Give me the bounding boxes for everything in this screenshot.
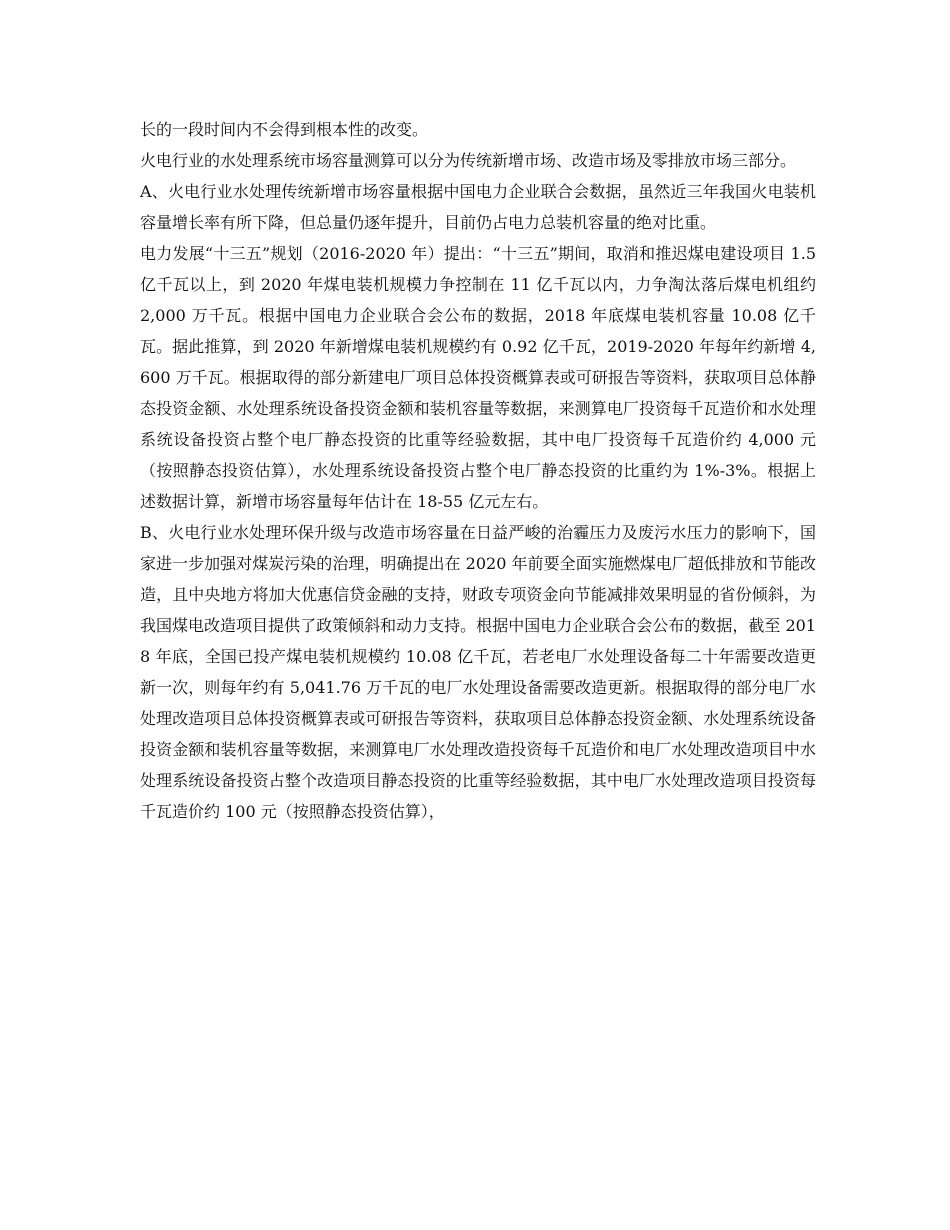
paragraph-market-overview: 火电行业的水处理系统市场容量测算可以分为传统新增市场、改造市场及零排放市场三部分。 [140,151,797,170]
paragraph-continuation: 长的一段时间内不会得到根本性的改变。 [140,120,429,139]
document-body [140,114,816,827]
paragraph-retrofit-market: B、火电行业水处理环保升级与改造市场容量在日益严峻的治霾压力及废污水压力的影响下，国家进一步加强对煤炭污染的治理，明确提出在 2020 年前要全面实施燃煤电厂超低排放和节能改造，且中央地方将加大优惠信贷金融的支持，财政专项资金向节能减排效果明显的省份倾斜，为我国煤电改造项目提供了政策倾斜和动力支持。根据中国电力企业联合会公布的数据，截至 2018 年底，全国已投产煤电装机规模约 10.08 亿千瓦，若老电厂水处理设备每二十年需要改造更新一次，则每年约有 5,041.76 万千瓦的电厂水处理设备需要改造更新。根据取得的部分电厂水处理改造项目总体投资概算表或可研报告等资料，获取项目总体静态投资金额、水处理系统设备投资金额和装机容量等数据，来测算电厂水处理改造投资每千瓦造价和电厂水处理改造项目中水处理系统设备投资占整个改造项目静态投资的比重等经验数据，其中电厂水处理改造项目投资每千瓦造价约 100 元（按照静态投资估算）， [140,523,816,821]
paragraph-new-market: A、火电行业水处理传统新增市场容量根据中国电力企业联合会数据，虽然近三年我国火电装机容量增长率有所下降，但总量仍逐年提升，目前仍占电力总装机容量的绝对比重。 [140,182,816,232]
paragraph-thirteenth-five-year-plan: 电力发展“十三五”规划（2016-2020 年）提出：“十三五”期间，取消和推迟煤电建设项目 1.5 亿千瓦以上，到 2020 年煤电装机规模力争控制在 11 亿千瓦以内，力争淘汰落后煤电机组约 2,000 万千瓦。根据中国电力企业联合会公布的数据，2018 年底煤电装机容量 10.08 亿千瓦。据此推算，到 2020 年新增煤电装机规模约有 0.92 亿千瓦，2019-2020 年每年约新增 4,600 万千瓦。根据取得的部分新建电厂项目总体投资概算表或可研报告等资料，获取项目总体静态投资金额、水处理系统设备投资金额和装机容量等数据，来测算电厂投资每千瓦造价和水处理系统设备投资占整个电厂静态投资的比重等经验数据，其中电厂投资每千瓦造价约 4,000 元（按照静态投资估算），水处理系统设备投资占整个电厂静态投资的比重约为 1%-3%。根据上述数据计算，新增市场容量每年估计在 18-55 亿元左右。 [140,244,816,511]
